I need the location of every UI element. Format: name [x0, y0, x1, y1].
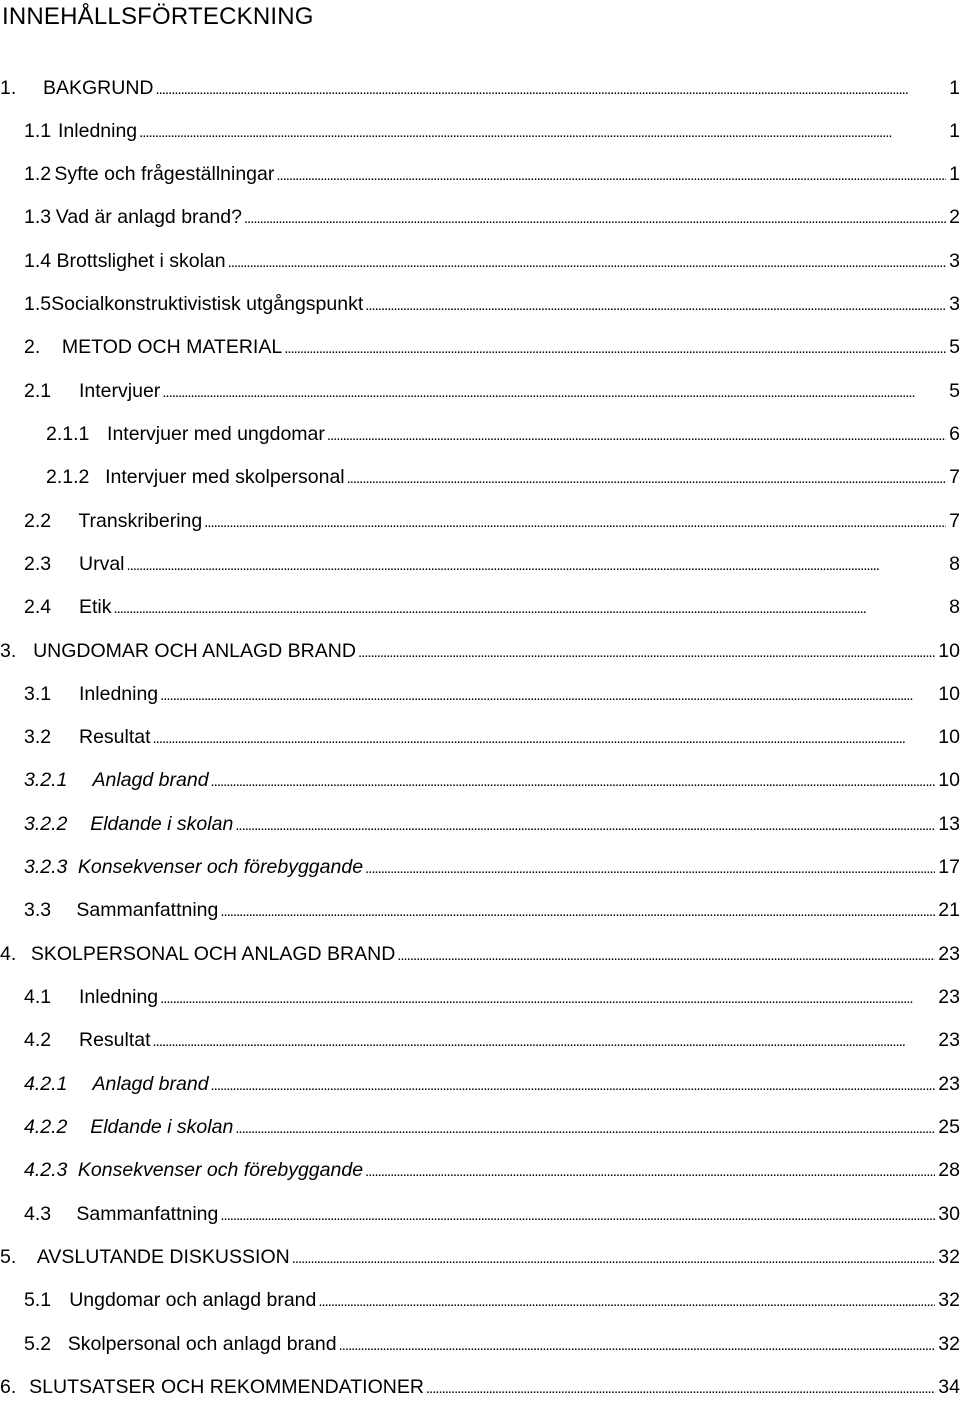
toc-entry-page-number: 8	[949, 553, 960, 575]
toc-entry-page-number: 32	[938, 1246, 960, 1268]
toc-entry[interactable]	[0, 808, 960, 840]
toc-entry-page-number: 5	[949, 336, 960, 358]
toc-entry-number: 1.	[0, 77, 17, 99]
toc-entry-title: Transkribering	[78, 510, 203, 532]
toc-entry-page-number: 6	[949, 423, 960, 445]
toc-entry-title: Anlagd brand	[92, 1073, 209, 1095]
dot-leader	[365, 851, 935, 885]
dot-leader	[365, 1154, 935, 1188]
toc-entry[interactable]	[0, 331, 960, 363]
toc-entry-title: Sammanfattning	[76, 1203, 219, 1225]
dot-leader	[292, 1241, 936, 1275]
toc-entry[interactable]	[0, 591, 960, 623]
toc-entry-number: 4.1	[24, 986, 52, 1008]
dot-leader	[327, 418, 946, 452]
toc-entry-page-number: 30	[938, 1203, 960, 1225]
toc-entry-page-number: 1	[949, 77, 960, 99]
toc-entry-number: 3.2	[24, 726, 52, 748]
dot-leader	[365, 288, 946, 322]
toc-entry[interactable]	[0, 1371, 960, 1403]
toc-entry-number: 5.2	[24, 1333, 52, 1355]
toc-entry-number: 1.1	[24, 120, 52, 142]
toc-entry-page-number: 32	[938, 1333, 960, 1355]
dot-leader	[162, 375, 946, 409]
dot-leader	[156, 72, 947, 106]
dot-leader	[244, 201, 946, 235]
dot-leader	[426, 1371, 935, 1405]
toc-entry[interactable]	[0, 851, 960, 883]
toc-entry[interactable]	[0, 1111, 960, 1143]
dot-leader	[220, 894, 935, 928]
dot-leader	[284, 331, 946, 365]
toc-entry[interactable]	[0, 158, 960, 190]
toc-entry-number: 3.2.3	[24, 856, 68, 878]
toc-entry-number: 6.	[0, 1376, 17, 1398]
toc-entry-page-number: 7	[949, 510, 960, 532]
dot-leader	[235, 1111, 935, 1145]
toc-entry-page-number: 28	[938, 1159, 960, 1181]
toc-entry-number: 4.2.2	[24, 1116, 68, 1138]
toc-entry-number: 4.2.3	[24, 1159, 68, 1181]
toc-entry-page-number: 1	[949, 120, 960, 142]
toc-entry-title: Etik	[79, 596, 112, 618]
toc-entry-number: 1.2	[24, 163, 52, 185]
dot-leader	[397, 938, 935, 972]
dot-leader	[139, 115, 946, 149]
toc-entry-title: Eldande i skolan	[90, 813, 234, 835]
dot-leader	[160, 678, 935, 712]
toc-entry-page-number: 3	[949, 293, 960, 315]
page-title: INNEHÅLLSFÖRTECKNING	[2, 3, 314, 30]
toc-entry-number: 2.	[24, 336, 41, 358]
dot-leader	[204, 505, 946, 539]
toc-entry-page-number: 8	[949, 596, 960, 618]
toc-entry[interactable]	[0, 1284, 960, 1316]
toc-entry-title: Skolpersonal och anlagd brand	[67, 1333, 337, 1355]
toc-entry-number: 3.1	[24, 683, 52, 705]
toc-entry[interactable]	[0, 1068, 960, 1100]
toc-entry-title: UNGDOMAR OCH ANLAGD BRAND	[33, 640, 356, 662]
toc-entry[interactable]	[0, 721, 960, 753]
toc-entry-title: Sammanfattning	[76, 899, 219, 921]
toc-entry[interactable]	[0, 764, 960, 796]
dot-leader	[153, 1024, 936, 1058]
toc-entry[interactable]	[0, 375, 960, 407]
dot-leader	[228, 245, 947, 279]
dot-leader	[211, 764, 936, 798]
toc-entry-title: Inledning	[58, 120, 138, 142]
toc-entry-number: 1.4	[24, 250, 52, 272]
toc-entry[interactable]	[0, 1154, 960, 1186]
toc-entry-title: Inledning	[79, 986, 159, 1008]
toc-entry-number: 2.1.1	[46, 423, 90, 445]
toc-entry-title: Urval	[79, 553, 125, 575]
toc-entry-title: Brottslighet i skolan	[56, 250, 226, 272]
toc-entry-number: 3.2.2	[24, 813, 68, 835]
toc-entry-page-number: 34	[938, 1376, 960, 1398]
toc-entry[interactable]	[0, 1241, 960, 1273]
toc-entry-number: 2.2	[24, 510, 52, 532]
toc-entry-title: Syfte och frågeställningar	[54, 163, 275, 185]
toc-entry-page-number: 23	[938, 1073, 960, 1095]
toc-entry-page-number: 17	[938, 856, 960, 878]
toc-entry[interactable]	[0, 938, 960, 970]
dot-leader	[358, 635, 935, 669]
toc-entry-page-number: 5	[949, 380, 960, 402]
toc-entry-page-number: 23	[938, 943, 960, 965]
dot-leader	[211, 1068, 936, 1102]
toc-entry[interactable]	[0, 548, 960, 580]
toc-entry-number: 3.3	[24, 899, 52, 921]
toc-entry-number: 2.1.2	[46, 466, 90, 488]
toc-entry-title: Intervjuer med ungdomar	[107, 423, 325, 445]
dot-leader	[339, 1328, 936, 1362]
toc-entry-page-number: 10	[938, 726, 960, 748]
toc-entry[interactable]	[0, 1024, 960, 1056]
dot-leader	[220, 1198, 935, 1232]
toc-entry-title: Eldande i skolan	[90, 1116, 234, 1138]
toc-entry[interactable]	[0, 1328, 960, 1360]
toc-entry-page-number: 3	[949, 250, 960, 272]
toc-entry-number: 4.2	[24, 1029, 52, 1051]
dot-leader	[127, 548, 947, 582]
toc-entry-title: METOD OCH MATERIAL	[61, 336, 283, 358]
dot-leader	[160, 981, 935, 1015]
toc-entry-page-number: 23	[938, 1029, 960, 1051]
toc-entry-title: Ungdomar och anlagd brand	[69, 1289, 317, 1311]
toc-entry-title: Konsekvenser och förebyggande	[77, 856, 364, 878]
toc-entry-number: 2.3	[24, 553, 52, 575]
toc-entry-page-number: 32	[938, 1289, 960, 1311]
toc-entry-title: BAKGRUND	[43, 77, 154, 99]
toc-entry-number: 3.2.1	[24, 769, 68, 791]
toc-entry-number: 3.	[0, 640, 17, 662]
toc-entry[interactable]	[0, 894, 960, 926]
toc-entry[interactable]	[0, 288, 960, 320]
toc-entry[interactable]	[0, 678, 960, 710]
toc-entry-title: AVSLUTANDE DISKUSSION	[36, 1246, 290, 1268]
toc-entry-title: Intervjuer	[79, 380, 161, 402]
toc-entry-title: Vad är anlagd brand?	[55, 206, 242, 228]
toc-entry-number: 4.	[0, 943, 17, 965]
toc-entry-number: 4.2.1	[24, 1073, 68, 1095]
toc-entry-page-number: 10	[938, 640, 960, 662]
toc-entry-page-number: 13	[938, 813, 960, 835]
toc-entry-title: Anlagd brand	[92, 769, 209, 791]
toc-entry-title: SKOLPERSONAL OCH ANLAGD BRAND	[30, 943, 396, 965]
dot-leader	[347, 461, 947, 495]
toc-entry[interactable]	[0, 115, 960, 147]
toc-entry[interactable]	[0, 1198, 960, 1230]
dot-leader	[235, 808, 935, 842]
toc-entry[interactable]	[0, 981, 960, 1013]
toc-entry-title: Resultat	[79, 1029, 151, 1051]
toc-entry[interactable]	[0, 72, 960, 104]
toc-entry-number: 1.5	[24, 293, 52, 315]
toc-entry-title: Inledning	[79, 683, 159, 705]
toc-entry-page-number: 10	[938, 683, 960, 705]
toc-entry[interactable]	[0, 635, 960, 667]
toc-entry[interactable]	[0, 245, 960, 277]
toc-entry-number: 2.4	[24, 596, 52, 618]
dot-leader	[153, 721, 936, 755]
toc-entry[interactable]	[0, 505, 960, 537]
toc-entry-title: Intervjuer med skolpersonal	[105, 466, 345, 488]
toc-entry-title: Resultat	[79, 726, 151, 748]
toc-entry-number: 1.3	[24, 206, 52, 228]
toc-entry-title: SLUTSATSER OCH REKOMMENDATIONER	[29, 1376, 424, 1398]
toc-entry-number: 5.	[0, 1246, 17, 1268]
toc-entry-page-number: 23	[938, 986, 960, 1008]
toc-entry-page-number: 21	[938, 899, 960, 921]
dot-leader	[276, 158, 946, 192]
toc-entry-title: Socialkonstruktivistisk utgångspunkt	[51, 293, 364, 315]
toc-entry[interactable]	[0, 461, 960, 493]
toc-entry-page-number: 1	[949, 163, 960, 185]
dot-leader	[318, 1284, 935, 1318]
toc-entry-page-number: 10	[938, 769, 960, 791]
toc-entry-title: Konsekvenser och förebyggande	[77, 1159, 364, 1181]
dot-leader	[114, 591, 947, 625]
toc-entry-number: 4.3	[24, 1203, 52, 1225]
toc-entry[interactable]	[0, 201, 960, 233]
toc-entry-number: 2.1	[24, 380, 52, 402]
toc-entry-page-number: 7	[949, 466, 960, 488]
toc-entry[interactable]	[0, 418, 960, 450]
toc-entry-page-number: 2	[949, 206, 960, 228]
toc-entry-number: 5.1	[24, 1289, 52, 1311]
toc-entry-page-number: 25	[938, 1116, 960, 1138]
